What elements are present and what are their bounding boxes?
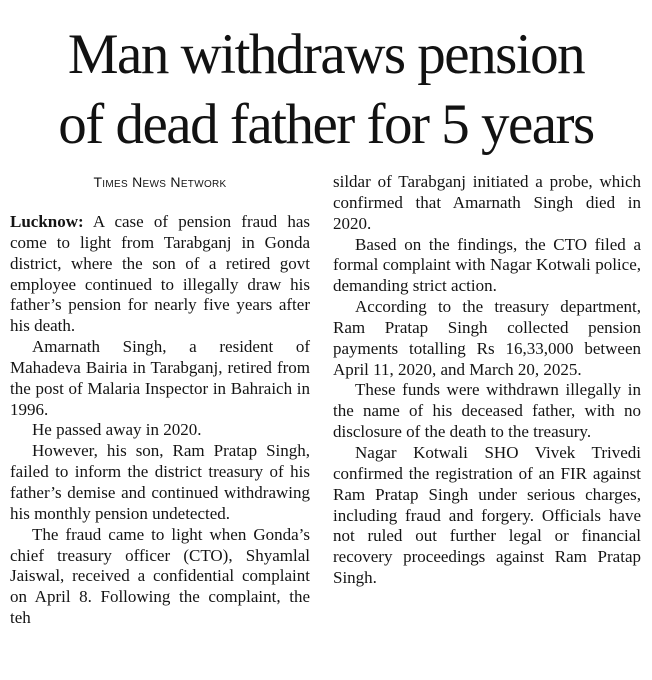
paragraph: Amarnath Singh, a resident of Mahadeva Bairia in Tarabganj, retired from the post of Malaria Inspector in Bahraich in 1996. [10,337,310,419]
paragraph: Based on the findings, the CTO filed a formal complaint with Nagar Kotwali police, demanding strict action. [333,234,641,296]
paragraph: Nagar Kotwali SHO Vivek Trivedi confirmed the registration of an FIR against Ram Pratap Singh under serious charges, including fraud and forgery. Officials have not ruled out further legal or financial recovery proceedings against Ram Pratap Singh. [333,442,641,588]
right-column [333,172,641,589]
paragraph: sildar of Tarabganj initiated a probe, which confirmed that Amarnath Singh died in 2020. [333,172,641,233]
headline [0,20,652,160]
headline-line-2: of dead father for 5 years [58,93,594,156]
paragraph: He passed away in 2020. [32,420,202,440]
left-column [10,172,310,629]
paragraph: The fraud came to light when Gonda’s chief treasury officer (CTO), Shyamlal Jaiswal, received a confidential complaint on April 8. Following the complaint, the teh [10,524,310,628]
paragraph: However, his son, Ram Pratap Singh, failed to inform the district treasury of his father’s demise and continued withdrawing his monthly pension undetected. [10,441,310,523]
paragraph: These funds were withdrawn illegally in the name of his deceased father, with no disclosure of the death to the treasury. [333,380,641,442]
paragraph [10,212,310,337]
dateline: Lucknow: [10,212,84,231]
byline: Times News Network [93,174,227,190]
headline-line-1: Man withdraws pension [67,23,585,86]
paragraph-text: A case of pension fraud has come to light from Tarabganj in Gonda district, where the son of a retired govt employee continued to illegally draw his father’s pension for nearly five years after his death. [10,212,310,336]
paragraph: According to the treasury department, Ram Pratap Singh collected pension payments totalling Rs 16,33,000 between April 11, 2020, and March 20, 2025. [333,297,641,379]
